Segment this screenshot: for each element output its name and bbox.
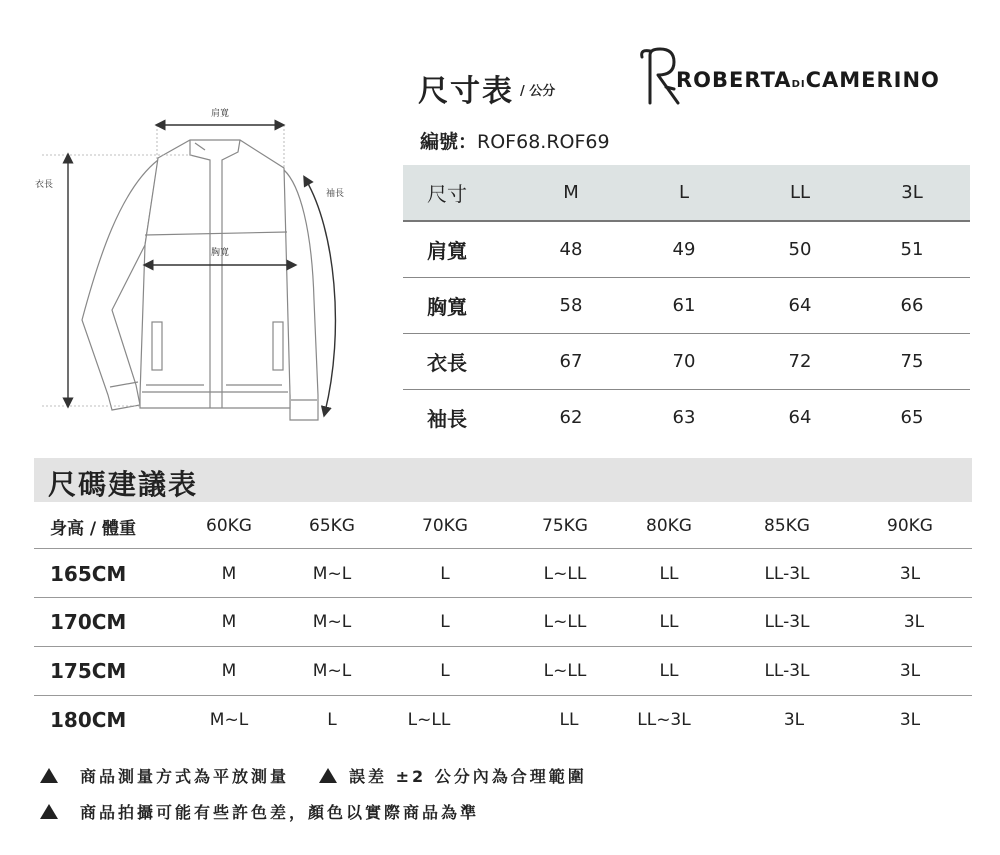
table-row: 175CM M M~L L L~LL LL LL-3L 3L (34, 647, 972, 696)
table-row: 180CM M~L L L~LL LL LL~3L 3L 3L (50, 708, 921, 732)
header-size: 尺寸 (427, 182, 467, 206)
note-line-2 (40, 800, 479, 823)
header-3l: 3L (901, 182, 923, 203)
table-row: 170CM M M~L L L~LL LL LL-3L 3L (34, 598, 972, 647)
note-measure: 商品測量方式為平放測量 (80, 767, 290, 786)
size-chart-title: 尺寸表 (418, 74, 514, 109)
code-label: 編號： (420, 131, 478, 153)
brand-name: ROBERTADICAMERINO (676, 68, 940, 92)
note-color: 商品拍攝可能有些許色差，顏色以實際商品為準 (80, 803, 480, 822)
brand-di: DI (791, 79, 806, 90)
height-weight-label: 身高 / 體重 (50, 518, 137, 539)
table-row: 衣長 67 70 72 75 (403, 334, 970, 390)
unit-label: / 公分 (520, 84, 556, 99)
table-row: 肩寬 48 49 50 51 (403, 222, 970, 278)
recommendation-title: 尺碼建議表 (48, 468, 199, 501)
table-row: 袖長 62 63 64 65 (427, 407, 924, 431)
note-tolerance: 誤差 ±2 公分內為合理範圍 (349, 767, 587, 786)
code-value: ROF68.ROF69 (477, 131, 610, 153)
table-row: 165CM M M~L L L~LL LL LL-3L 3L (34, 550, 972, 598)
table-row: 胸寬 58 61 64 66 (403, 278, 970, 334)
triangle-bullet-icon (40, 804, 58, 819)
jacket-diagram (0, 0, 400, 440)
header-l: L (678, 182, 690, 203)
header-ll: LL (789, 182, 811, 203)
size-table-header (403, 165, 970, 222)
note-line-1 (40, 764, 587, 787)
triangle-bullet-icon (40, 768, 58, 783)
shoulder-label: 肩寬 (210, 109, 230, 119)
triangle-bullet-icon (319, 768, 337, 783)
product-code (420, 127, 610, 154)
chest-label: 胸寬 (210, 248, 230, 258)
size-table-body (403, 222, 970, 445)
header-m: M (563, 182, 579, 203)
sleeve-label: 袖長 (325, 189, 345, 199)
length-label: 衣長 (34, 180, 54, 190)
recommendation-header-row: 身高 / 體重 60KG 65KG 70KG 75KG 80KG 85KG 90KG (34, 504, 972, 549)
